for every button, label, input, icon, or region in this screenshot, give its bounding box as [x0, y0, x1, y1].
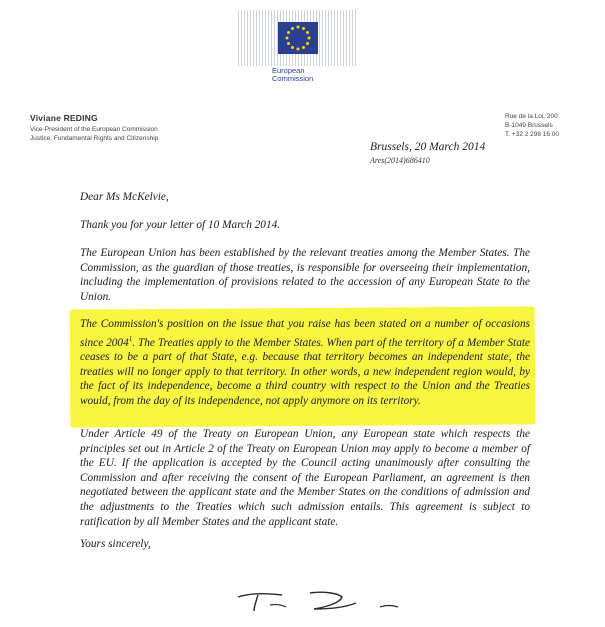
salutation: Dear Ms McKelvie,: [80, 191, 169, 203]
logo-line-1: European: [272, 66, 305, 75]
eu-flag-icon: [278, 22, 318, 54]
logo-line-2: Commission: [272, 74, 314, 83]
paragraph-2: The European Union has been established by the relevant treaties among the Member States. The Commission, as the guardian of those treaties, is responsible for overseeing their implementation, including the implementation of provisions related to the accession of any European State to the Union.: [80, 247, 530, 303]
reference-number: Ares(2014)686410: [370, 156, 430, 165]
sender-title-1: Vice-President of the European Commission: [30, 126, 158, 133]
european-commission-logo: [238, 10, 356, 83]
sender-title-2: Justice, Fundamental Rights and Citizenship: [30, 135, 159, 142]
dateline: Brussels, 20 March 2014: [370, 141, 486, 153]
paragraph-3-rest: . The Treaties apply to the Member States. When part of the territory of a Member State ceases to be a part of that State, e.g. because that territory becomes an independent state, the treaties will no longer apply to that territory. In other words, a new independent region would, by the fact of its independence, become a third country with respect to the Union and the Treaties would, from the day of its independence, not apply anymore on its territory.: [80, 336, 530, 407]
closing: Yours sincerely,: [80, 538, 151, 550]
address-line-2: B-1049 Brussels: [505, 122, 553, 129]
sender-name: Viviane REDING: [30, 113, 98, 123]
paragraph-3-highlighted: [80, 317, 530, 408]
paragraph-3-start: The Commission's position on the issue that you raise has been stated on a number of occasions since 2004: [80, 318, 530, 349]
footnote-marker: 1: [128, 334, 133, 343]
signature: [230, 585, 430, 624]
address-line-3: T. +32 2 298 16 00: [505, 131, 560, 138]
paragraph-4: Under Article 49 of the Treaty on European Union, any European state which respects the principles set out in Article 2 of the Treaty on European Union may apply to become a member of the EU. If the application is accepted by the Council acting unanimously after consulting the Commission and after receiving the consent of the European Parliament, an agreement is then negotiated between the applicant state and the Member States on the conditions of admission and the adjustments to the Treaties which such admission entails. This agreement is subject to ratification by all Member States and the applicant state.: [80, 428, 530, 528]
logo-text: [272, 67, 332, 83]
address-line-1: Rue de la Loi, 200: [505, 113, 558, 120]
paragraph-1: Thank you for your letter of 10 March 2014.: [80, 219, 281, 231]
